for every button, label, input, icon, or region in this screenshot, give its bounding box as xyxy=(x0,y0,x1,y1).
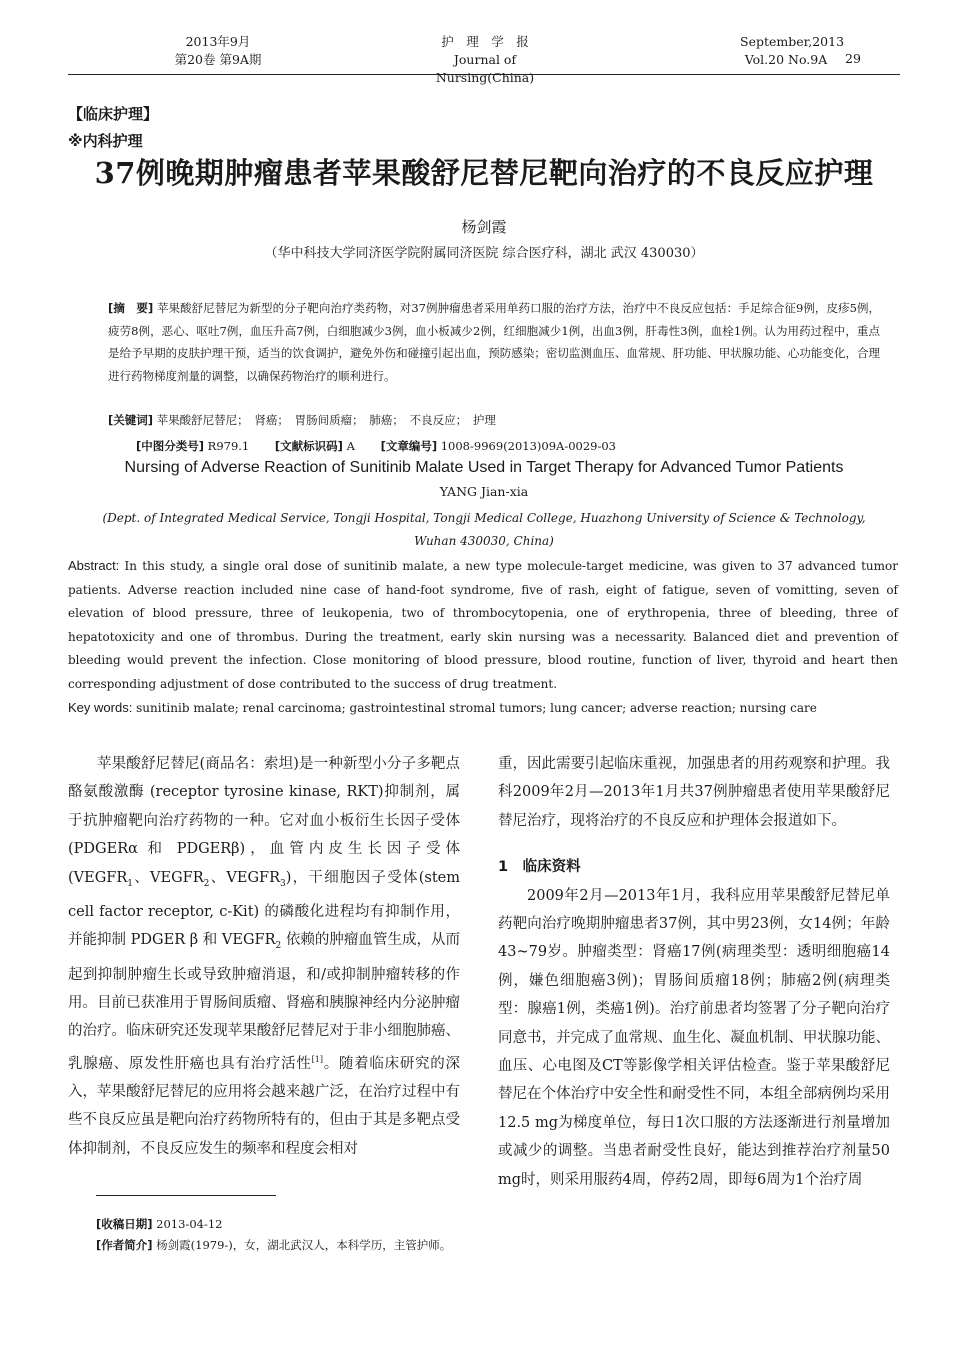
header-issue-en xyxy=(740,33,845,69)
body-paragraph: 重，因此需要引起临床重视，加强患者的用药观察和护理。我科2009年2月—2013年1月共37例肿瘤患者使用苹果酸舒尼替尼治疗，现将治疗的不良反应和护理体会报道如下。 xyxy=(498,756,890,829)
body-text: )，干细胞因子受体(stem cell factor receptor, c-Kit) 的磷酸化进程均有抑制作用，并能抑制 PDGER β 和 VEGFR xyxy=(68,869,460,949)
footnote-received xyxy=(96,1215,476,1233)
header-volume-en: Vol.20 No.9A xyxy=(744,52,828,67)
document-code xyxy=(275,439,359,453)
subsection-tag: ※内科护理 xyxy=(68,132,143,150)
body-left-column xyxy=(68,750,460,1163)
keywords-cn-text: 苹果酸舒尼替尼； 肾癌； 胃肠间质瘤； 肺癌； 不良反应； 护理 xyxy=(156,413,496,427)
keywords-en-label: Key words: xyxy=(68,700,133,715)
body-text: 。随着临床研究的深入，苹果酸舒尼替尼的应用将会越来越广泛，在治疗过程中有些不良反应虽是靶向治疗药物所特有的，但由于其是多靶点受体抑制剂，不良反应发生的频率和程度会相对 xyxy=(68,1055,461,1157)
doc-code-value: A xyxy=(346,439,355,453)
section-heading: 1 临床资料 xyxy=(498,859,581,876)
section-tag: 【临床护理】 xyxy=(68,105,159,123)
article-number xyxy=(381,439,616,453)
keywords-en xyxy=(68,698,898,718)
body-text: 苹果酸舒尼替尼(商品名：索坦)是一种新型小分子多靶点酪氨酸激酶 (receptor tyrosine kinase, RKT)抑制剂，属于抗肿瘤靶向治疗药物的一种。它对血小板衍生长因子受体 (PDGERα 和 PDGERβ)，血管内皮生长因子受体(VEGFR xyxy=(68,756,460,886)
author-name-en: YANG Jian-xia xyxy=(439,484,529,499)
header-date-cn: 2013年9月 xyxy=(185,34,251,49)
abstract-en-text: In this study, a single oral dose of sunitinib malate, a new type molecule-target medicine, was given to 37 advanced tumor patients. Adverse reaction included nine case of hand-foot syndrome, five of rash, eight of fatigue, seven of vomitting, seven of elevation of blood pressure, three of leukopenia, two of thrombocytopenia, one of erythropenia, three of bleeding, three of hepatotoxicity and one of thrombus. During the treatment, early skin nursing was a necessarity. Balanced diet and prevention of bleeding would prevent the infection. Close monitoring of blood pressure, blood routine, function of liver, thyroid and heart then corresponding adjustment of dose contributed to the success of drug treatment. xyxy=(68,559,898,691)
keywords-cn xyxy=(108,410,880,430)
abstract-en-label: Abstract: xyxy=(68,558,120,573)
abstract-cn-text: 苹果酸舒尼替尼为新型的分子靶向治疗类药物，对37例肿瘤患者采用单药口服的治疗方法，治疗中不良反应包括：手足综合征9例，皮疹5例，疲劳8例，恶心、呕吐7例，血压升高7例，白细胞减少3例，血小板减少2例，红细胞减少1例，出血3例，肝毒性3例，血栓1例。认为用药过程中，重点是给予早期的皮肤护理干预，适当的饮食调护，避免外伤和碰撞引起出血，预防感染；密切监测血压、血常规、肝功能、甲状腺功能、心功能变化，合理进行药物梯度剂量的调整，以确保药物治疗的顺利进行。 xyxy=(108,301,881,383)
clc-value: R979.1 xyxy=(207,439,250,453)
header-journal-cn: 护 理 学 报 xyxy=(441,34,529,49)
affiliation-en-line1: (Dept. of Integrated Medical Service, Tongji Hospital, Tongji Medical College, Huazhong University of Science & Technology, xyxy=(102,511,866,525)
keywords-cn-label: [关键词] xyxy=(108,413,154,427)
subscript: 3 xyxy=(280,878,286,889)
author-name-cn: 杨剑霞 xyxy=(461,218,507,236)
body-text: 、VEGFR xyxy=(209,869,281,886)
affiliation-cn: （华中科技大学同济医学院附属同济医院 综合医疗科，湖北 武汉 430030） xyxy=(264,246,704,261)
footnote-divider xyxy=(96,1195,276,1196)
received-label: [收稿日期] xyxy=(96,1217,153,1231)
abstract-cn xyxy=(108,297,880,387)
subscript: 2 xyxy=(203,878,210,889)
body-text: 、VEGFR xyxy=(133,869,204,886)
body-paragraph xyxy=(68,750,460,1163)
citation-ref[interactable]: [1] xyxy=(311,1054,323,1064)
received-value: 2013-04-12 xyxy=(156,1217,223,1231)
affiliation-en xyxy=(68,507,900,553)
header-journal-en: Journal of Nursing(China) xyxy=(435,52,535,85)
article-title-en: Nursing of Adverse Reaction of Sunitinib Malate Used in Target Therapy for Advanced Tumor Patients xyxy=(124,459,844,476)
clc-number xyxy=(136,439,253,453)
article-number-label: [文章编号] xyxy=(380,439,438,453)
author-bio-value: 杨剑霞(1979-)，女，湖北武汉人，本科学历，主管护师。 xyxy=(156,1238,452,1252)
body-paragraph: 2009年2月—2013年1月，我科应用苹果酸舒尼替尼单药靶向治疗晚期肿瘤患者37例，其中男23例，女14例；年龄43~79岁。肿瘤类型：肾癌17例(病理类型：透明细胞癌14例，嫌色细胞癌3例)；胃肠间质瘤18例；肺癌2例(病理类型：腺癌1例，类癌1例)。治疗前患者均签署了分子靶向治疗同意书，并完成了血常规、血生化、凝血机制、甲状腺功能、血压、心电图及CT等影像学相关评估检查。鉴于苹果酸舒尼替尼在个体治疗中安全性和耐受性不同，本组全部病例均采用12.5 mg为梯度单位，每日1次口服的方法逐渐进行剂量增加或减少的调整。当患者耐受性良好，能达到推荐治疗剂量50 mg时，则采用服药4周，停药2周，即每6周为1个治疗周 xyxy=(498,887,890,1188)
header-date-en: September,2013 xyxy=(740,34,845,49)
article-title-cn: 37例晚期肿瘤患者苹果酸舒尼替尼靶向治疗的不良反应护理 xyxy=(94,156,874,190)
keywords-en-text: sunitinib malate; renal carcinoma; gastrointestinal stromal tumors; lung cancer; adverse reaction; nursing care xyxy=(136,701,817,715)
subscript: 2 xyxy=(275,941,282,952)
abstract-cn-label: [摘 要] xyxy=(108,301,154,315)
doc-code-label: [文献标识码] xyxy=(274,439,343,453)
abstract-en xyxy=(68,554,898,697)
footnote-author-bio xyxy=(96,1236,476,1254)
page-number: 29 xyxy=(845,51,861,66)
header-issue-date xyxy=(158,33,278,69)
classification-line xyxy=(136,436,896,456)
header-divider xyxy=(68,74,900,75)
affiliation-en-line2: Wuhan 430030, China) xyxy=(414,534,554,548)
header-volume-cn: 第20卷 第9A期 xyxy=(174,52,262,67)
author-bio-label: [作者简介] xyxy=(96,1238,153,1252)
clc-label: [中图分类号] xyxy=(136,439,205,453)
body-text: 依赖的肿瘤血管生成，从而起到抑制肿瘤生长或导致肿瘤消退，和/或抑制肿瘤转移的作用。目前已获准用于胃肠间质瘤、肾癌和胰腺神经内分泌肿瘤的治疗。临床研究还发现苹果酸舒尼替尼对于非小细胞肺癌、乳腺癌、原发性肝癌也具有治疗活性 xyxy=(68,932,461,1072)
body-right-column xyxy=(498,750,890,1194)
subscript: 1 xyxy=(127,878,134,889)
article-number-value: 1008-9969(2013)09A-0029-03 xyxy=(440,439,617,453)
header-journal-name xyxy=(405,33,565,87)
